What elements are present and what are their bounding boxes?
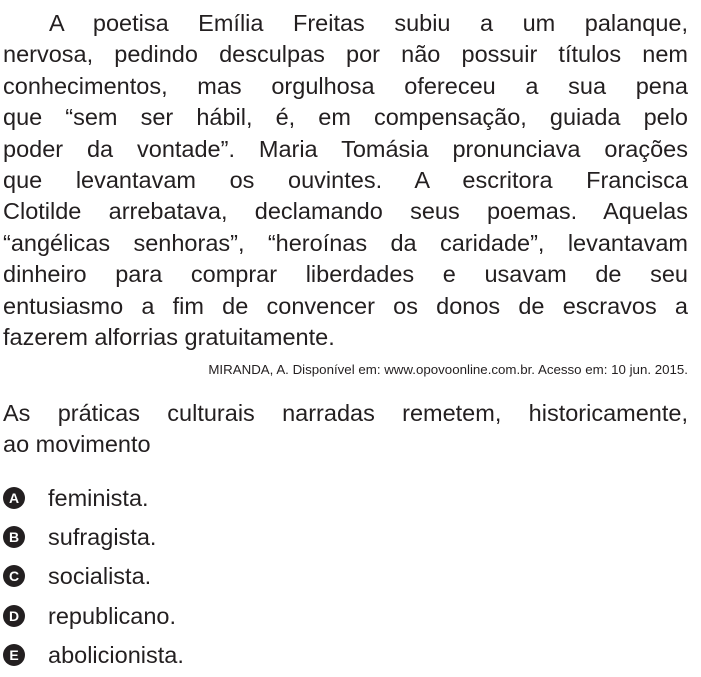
option-e[interactable] (3, 636, 603, 675)
option-e-text: abolicionista. (48, 642, 184, 669)
passage-line: que levantavam os ouvintes. A escritora Francisca (3, 166, 688, 193)
passage-line: “angélicas senhoras”, “heroínas da caridade”, levantavam (3, 229, 688, 256)
question-stem (3, 398, 688, 460)
option-d-letter-badge: D (3, 605, 25, 627)
option-c[interactable] (3, 557, 603, 596)
option-a-text: feminista. (48, 484, 149, 511)
option-c-text: socialista. (48, 563, 152, 590)
passage-line: A poetisa Emília Freitas subiu a um palanque, (49, 10, 688, 36)
passage-line: que “sem ser hábil, é, em compensação, guiada pelo (3, 104, 688, 131)
option-a[interactable] (3, 478, 603, 517)
option-d[interactable] (3, 596, 603, 635)
passage-line: fazerem alforrias gratuitamente. (3, 323, 335, 350)
question-line: ao movimento (3, 431, 151, 457)
answer-options (3, 478, 603, 675)
option-b[interactable] (3, 517, 603, 556)
passage-text (3, 8, 688, 353)
source-citation: MIRANDA, A. Disponível em: www.opovoonline.com.br. Acesso em: 10 jun. 2015. (208, 362, 688, 377)
passage-line: nervosa, pedindo desculpas por não possuir títulos nem (3, 41, 688, 68)
option-a-letter-badge: A (3, 487, 25, 509)
passage-line: poder da vontade”. Maria Tomásia pronunciava orações (3, 135, 688, 162)
passage-line: Clotilde arrebatava, declamando seus poemas. Aquelas (3, 198, 688, 225)
option-b-letter-badge: B (3, 526, 25, 548)
option-b-text: sufragista. (48, 524, 157, 551)
passage-line: dinheiro para comprar liberdades e usavam de seu (3, 261, 688, 288)
passage-line: conhecimentos, mas orgulhosa ofereceu a sua pena (3, 72, 688, 99)
question-line: As práticas culturais narradas remetem, historicamente, (3, 400, 688, 426)
passage-line: entusiasmo a fim de convencer os donos de escravos a (3, 292, 688, 319)
option-e-letter-badge: E (3, 644, 25, 666)
option-d-text: republicano. (48, 602, 177, 629)
option-c-letter-badge: C (3, 565, 25, 587)
